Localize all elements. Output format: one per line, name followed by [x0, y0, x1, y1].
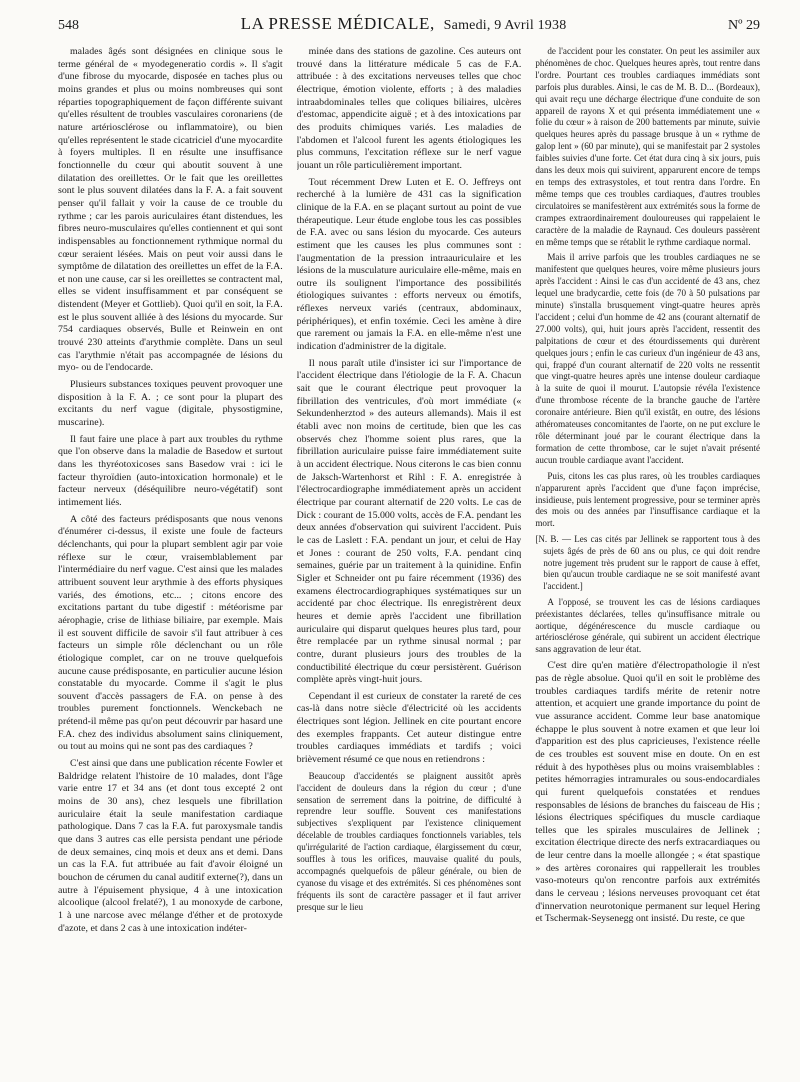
paragraph: C'est dire qu'en matière d'électropathologie il n'est pas de règle absolue. Quoi qu'il en soit le problème des troubles cardiaques tardifs mérite de retenir notre attention, et acquiert une grande importance du point de vue assurance accident. Comme leur base anatomique échappe le plus souvent à notre examen et que leur loi d'apparition est des plus capricieuses, l'existence réelle de ces troubles est souvent mise en doute. On en est réduit à des hypothèses plus ou moins vraisemblables : petites hémorragies intramurales ou sous-endocardiales qui furent quelquefois constatées et rendues responsables de lésions de branches du faisceau de His ; lésions électriques spécifiques du muscle cardiaque telles que les spirales musculaires de Jellinek ; excitation électrique directe des nerfs extracardiaques ou de leur centre dans la moelle allongée ; « état spastique » des artères coronaires qui rappellerait les troubles vaso-moteurs qu'on rencontre parfois aux extrémités dans le cerveau ; lésions nerveuses provoquant cet état d'innervation neurotonique permanent sur lequel Hering et Tschermak-Seysenegg ont insisté. Du reste, ce que	[535, 660, 761, 925]
paragraph: minée dans des stations de gazoline. Ces auteurs ont trouvé dans la littérature médicale 5 cas de F.A. attribuée : à des excitations nerveuses telles que choc électrique, émotion violente, efforts ; à des maladies intraabdominales telles que coliques biliaires, ulcères d'estomac, appendicite aiguë ; et à des intoxications par des produits chimiques variés. Les maladies de l'abdomen et l'alcool furent les agents étiologiques les plus communs, l'excitation réflexe sur le nerf vague jouant un rôle particulièrement important.	[296, 46, 522, 171]
journal-title: LA PRESSE MÉDICALE,	[240, 14, 435, 33]
paragraph: [N. B. — Les cas cités par Jellinek se rapportent tous à des sujets âgés de près de 60 ans ou plus, ce qui doit rendre notre jugement très prudent sur le rapport de cause à effet, bien qu'aucun trouble cardiaque ne se soit manifesté avant l'accident.]	[535, 534, 761, 592]
paragraph: Mais il arrive parfois que les troubles cardiaques ne se manifestent que quelques heures, voire même plusieurs jours après l'accident : Ainsi le cas d'un accidenté de 43 ans, chez lequel une bradycardie, cette fois (de 70 à 50 pulsations par minute) s'installa brusquement vingt-quatre heures après l'accident ; celui d'un homme de 42 ans (courant alternatif de 27.000 volts), qui, huit jours après l'accident, ressentit des palpitations de cœur et des étourdissements qui durèrent quelques jours ; enfin le cas curieux d'un ingénieur de 43 ans, qui, frappé d'un courant alternatif de 220 volts ne ressentit que vingt-quatre heures après une intense douleur cardiaque à la suite de quoi il mourut. L'autopsie révéla l'existence d'une thrombose récente de la branche gauche de l'artère coronaire antérieure. Bien qu'il existât, en outre, des lésions athéromateuses concomitantes de l'aorte, on ne put exclure le rôle déterminant joué par le courant électrique dans la formation de cette thrombose, car le sujet n'avait présenté aucun trouble cardiaque avant l'accident.	[535, 252, 761, 465]
paragraph: de l'accident pour les constater. On peut les assimiler aux phénomènes de choc. Quelques heures après, tout rentre dans l'ordre. Pourtant ces troubles cardiaques immédiats sont parfois plus durables. Ainsi, le cas de M. B. D... (Bordeaux), qui avait reçu une décharge électrique d'une conduite de son appareil de rayons X et qui présenta immédiatement une « folie du cœur » à raison de 200 battements par minute, suivie quelques heures après du passage brusque à un « rythme de galop lent » (60 par minute), qui se manifestait par 2 systoles faibles suivies d'une forte. Cet état dura cinq à six jours, puis dans les deux mois qui suivirent, apparurent encore de temps en temps des extrasystoles, et tout rentra dans l'ordre. En même temps que ces troubles cardiaques, d'autres troubles circulatoires se manifestèrent aux extrémités sous la forme de crampes extraordinairement douloureuses qui rappelaient le caractère de la maladie de Raynaud. Ces douleurs passèrent en même temps que se rétablit le rythme cardiaque normal.	[535, 46, 761, 247]
page-header	[58, 14, 760, 44]
text-column-1	[58, 46, 283, 1076]
paragraph: Il faut faire une place à part aux troubles du rythme que l'on observe dans la maladie de Basedow et surtout dans les thyréotoxicoses sans Basedow vrai : ici le facteur thyroïdien (auto-intoxication hormonale) et le facteur nerveux (déséquilibre neuro-végétatif) sont intimement liés.	[58, 433, 283, 508]
article-body	[58, 46, 760, 1076]
paragraph: Beaucoup d'accidentés se plaignent aussitôt après l'accident de douleurs dans la région du cœur ; d'une sensation de serrement dans la poitrine, de difficulté à reprendre leur souffle. Souvent ces manifestations subjectives s'expliquent par l'existence cliniquement décelable de troubles cardiaques fonctionnels variables, tels qu'irrégularité de l'action cardiaque, élargissement du cœur, souffles à tous les orifices, mauvaise qualité du pouls, accompagnés quelquefois de pâleur générale, ou bien de cyanose du visage et des extrémités. Si ces phénomènes sont fréquents ils sont de caractère passager et il faut arriver presque sur le lieu	[296, 770, 522, 912]
paragraph: Plusieurs substances toxiques peuvent provoquer une disposition à la F. A. ; ce sont pour la plupart des excitants du nerf vague (digitale, physostigmine, muscarine).	[58, 379, 283, 429]
paragraph: Il nous paraît utile d'insister ici sur l'importance de l'accident électrique dans l'étiologie de la F. A. Chacun sait que le courant électrique peut provoquer la fibrillation des ventricules, d'où mort immédiate (« Sekundenherztod » des auteurs allemands). Mais il est établi avec non moins de certitude, bien que les cas observés chez l'homme soient plus rares, que la fibrillation auriculaire puisse faire immédiatement suite à un accident électrique. Nous citerons le cas bien connu de Jaksch-Wartenhorst et Rihl : F. A. enregistrée à l'électrocardiographe immédiatement après un accident électrique par courant alternatif de 220 volts. Le cas de Dick : courant de 15.000 volts, accès de F.A. pendant les deux années d'observation qui suivirent l'accident. Puis le cas de Laslett : F.A. pendant un jour, et celui de Hay et Jones : courant de 250 volts, F.A. pendant cinq semaines, guérie par un traitement à la quinidine. Enfin Sigler et Schneider ont pu faire récemment (1936) des examens électrocardiographiques systématiques sur un accidenté par choc électrique. Ils enregistrèrent deux heures et demie après l'accident une fibrillation auriculaire qui disparut quelques heures plus tard, pour être remplacée par un rythme sinusal normal ; par contre, durant plusieurs jours des troubles de la conductibilité électrique du cœur persistèrent. Guérison complète après vingt-huit jours.	[296, 357, 522, 686]
paragraph: C'est ainsi que dans une publication récente Fowler et Baldridge relatent l'histoire de 10 malades, dont l'âge varie entre 17 et 34 ans (et dont tous excepté 2 ont moins de 30 ans), chez lesquels une fibrillation auriculaire était la seule manifestation cardiaque pathologique. Dans 7 cas la F.A. fut paroxysmale tandis que dans 3 autres cas elle persista pendant une période de deux semaines, cinq mois et deux ans et demi. Dans un cas la F.A. fut attribuée au fait d'avoir éloigné un bouchon de cérumen du canal auditif externe(?), dans un autre à l'épuisement physique, 4 à une intoxication alcoolique (alcool frelaté?), 1 au monoxyde de carbone, 1 à une narcose avec mélange d'éther et de protoxyde d'azote, et dans 2 cas à une intoxication indéter-	[58, 758, 283, 934]
page-number: 548	[58, 18, 79, 33]
paragraph: Cependant il est curieux de constater la rareté de ces cas-là dans notre siècle d'électricité où les accidents électriques sont légion. Jellinek en cite pourtant encore des exemples frappants. Cet auteur distingue entre troubles cardiaques immédiats et tardifs ; voici brièvement résumé ce que nous en retiendrons :	[296, 690, 522, 766]
text-column-3	[535, 46, 760, 1076]
text-column-2	[297, 46, 522, 1076]
paragraph: A côté des facteurs prédisposants que nous venons d'énumérer ci-dessus, il existe une foule de facteurs déclenchants, qui pour la plupart semblent agir par voie réflexe sur le cœur, vraisemblablement par l'intermédiaire du nerf vague. C'est ainsi que les malades attribuent souvent leur arythmie à des efforts physiques variés, des émotions, etc... ; citons encore des excitations partant du tube digestif : météorisme par aérophagie, crise de lithiase biliaire, par exemple. Mais il est souvent difficile de savoir s'il faut attribuer à ces facteurs un simple rôle déclenchant ou un rôle étiologique complet, car on ne trouve quelquefois aucune cause prédisposante, en particulier aucune lésion constatable du myocarde. Comme il s'agit le plus souvent d'accès passagers de F.A. on pense à des troubles purement fonctionnels. Wenckebach ne prétend-il même pas qu'on peut découvrir par hasard une F.A. chez des individus absolument sains cliniquement, ou tout au moins qui ne sont pas des cardiaques ?	[58, 513, 283, 753]
masthead	[241, 14, 567, 34]
paragraph: malades âgés sont désignées en clinique sous le terme général de « myodegeneratio cordis ». Il s'agit d'une fibrose du myocarde, disposée en taches plus ou moins grandes et plus ou moins nombreuses qui sont réparties topographiquement de façon différente suivant qu'elles résultent de troubles vasculaires coronariens (de nature artériosclérose ou inflammatoire), ou bien qu'elles représentent le stade cicatriciel d'une myocardite à foyers multiples. Il en résulte une insuffisance fonctionnelle du cœur qui aboutit souvent à une dilatation des oreillettes. Or le fait que les oreillettes sont le plus souvent dilatées dans la F. A. a fait souvent penser qu'il fallait y voir la cause de ce trouble du rythme ; car les parois auriculaires étant distendues, les fibres neuro-musculaires qu'elles contiennent et qui sont indispensables au fonctionnement rythmique normal du cœur seraient lésées. Mais on peut voir aussi dans le symptôme de dilatation des oreillettes un effet de la F.A. et non une cause, car si les oreillettes se contractent mal, elles se vident insuffisamment et par conséquent se distendent (Meyer et Gottlieb). Quoi qu'il en soit, la F.A. est le plus souvent alliée à des lésions du myocarde. Sur 754 cardiaques observés, Bulle et Reinwein en ont trouvé 230 atteints d'arythmie complète. Dans un seul cas l'arythmie n'était pas accompagnée de lésions du myo- ou de l'endocarde.	[58, 46, 283, 374]
paragraph: Tout récemment Drew Luten et E. O. Jeffreys ont recherché à la lumière de 431 cas la signification clinique de la F.A. en se plaçant surtout au point de vue thérapeutique. Leur étude englobe tous les cas possibles de F.A. avec ou sans lésion du myocarde. Ces auteurs estiment que les causes les plus communes sont : l'augmentation de la pression intraauriculaire et les lésions de la musculature auriculaire elle-même, mais en outre ils soulignent l'importance des possibilités étiologiques suivantes : efforts nerveux ou émotifs, réflexes nerveux variés (centraux, abdominaux, périphériques), et enfin toxémie. Ceci les amène à dire que rarement ou jamais la F.A. en elle-même n'est une indication d'administrer de la digitale.	[296, 176, 522, 353]
issue-number: Nº 29	[728, 18, 760, 33]
paragraph: A l'opposé, se trouvent les cas de lésions cardiaques préexistantes déclarées, telles qu'insuffisance mitrale ou aortique, dégénérescence du muscle cardiaque ou artériosclérose générale, qui subirent un accident électrique sans aggravation de leur état.	[535, 596, 761, 655]
issue-date: Samedi, 9 Avril 1938	[443, 18, 567, 33]
paragraph: Puis, citons les cas plus rares, où les troubles cardiaques n'apparurent après l'accident que d'une façon imprécise, insidieuse, puis lentement progressive, pour se terminer après des mois ou des années par l'insuffisance cardiaque et la mort.	[535, 470, 761, 529]
